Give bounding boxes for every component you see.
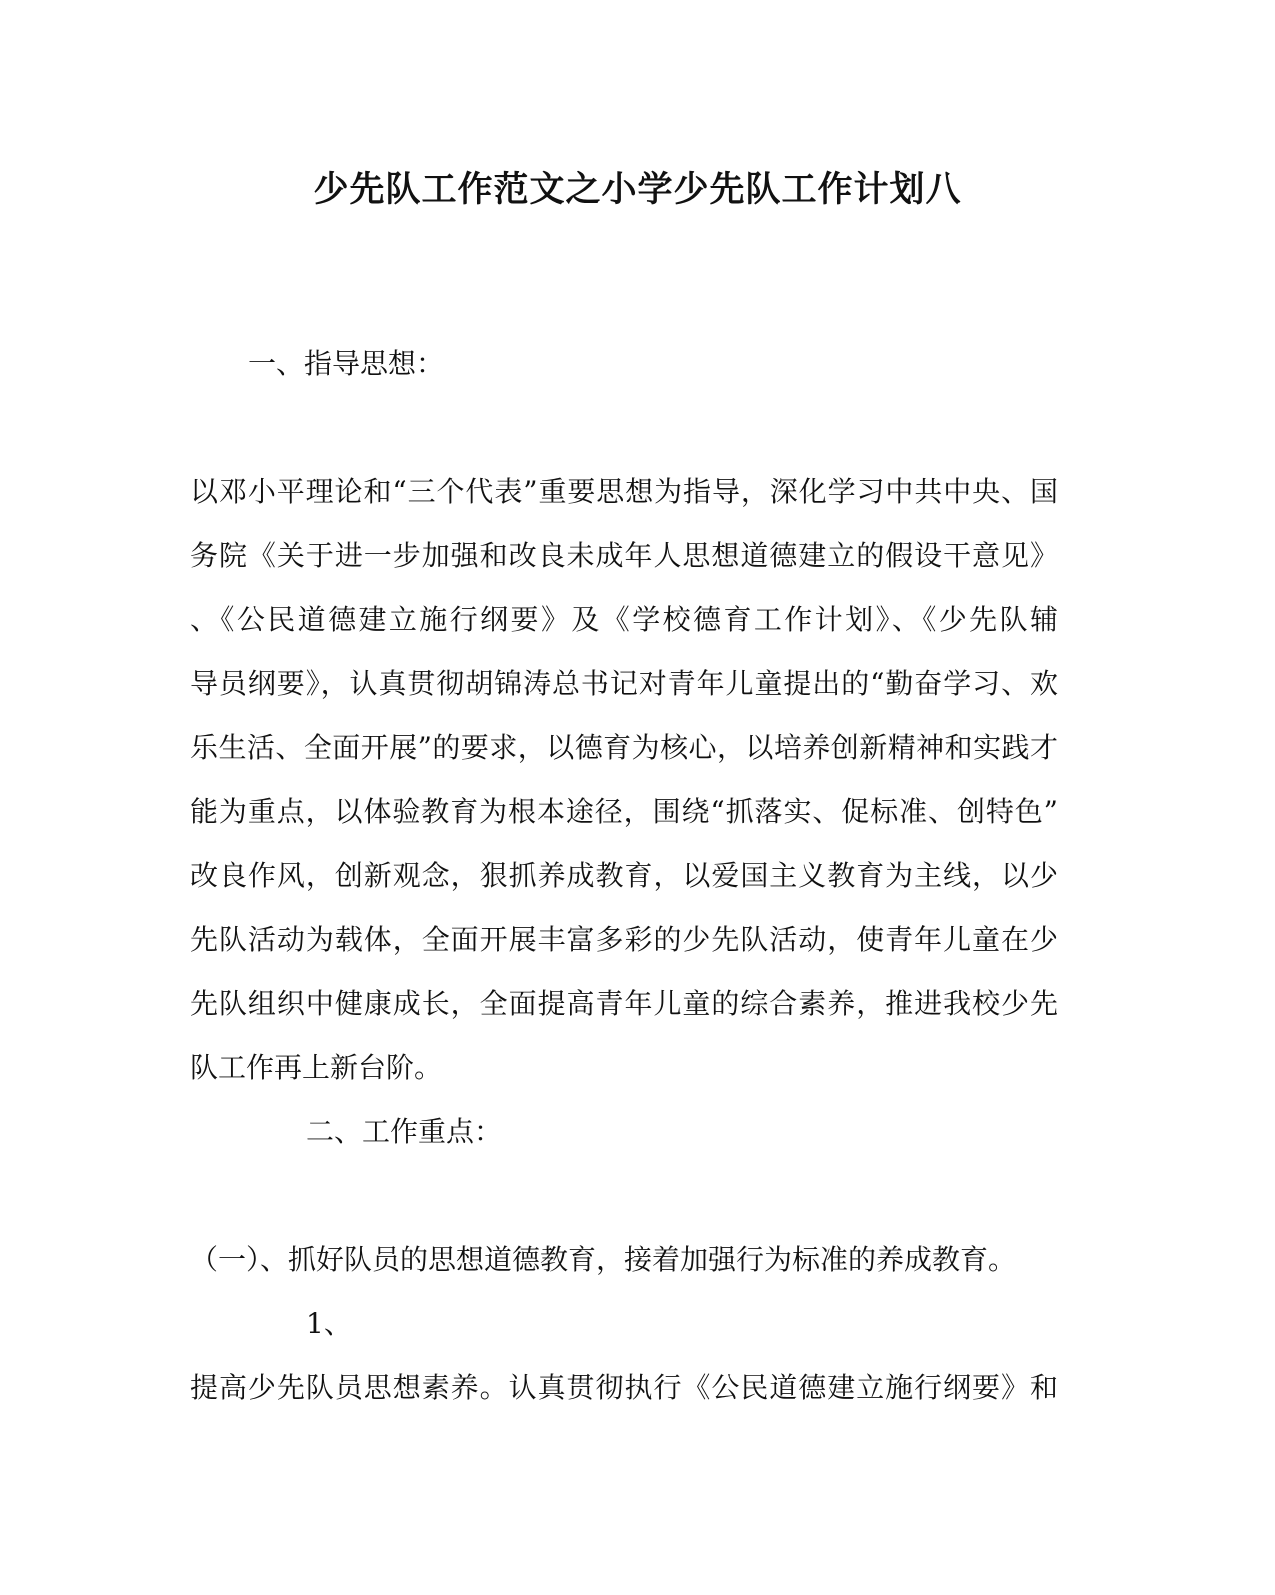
paragraph-line: 队工作再上新台阶。 bbox=[190, 1051, 443, 1084]
paragraph-line: 改良作风，创新观念，狠抓养成教育，以爱国主义教育为主线，以少 bbox=[190, 859, 1058, 892]
list-item-number: 1、 bbox=[306, 1307, 352, 1340]
paragraph-line: 先队组织中健康成长，全面提高青年儿童的综合素养，推进我校少先 bbox=[190, 987, 1058, 1020]
list-item-text: 提高少先队员思想素养。认真贯彻执行《公民道德建立施行纲要》和 bbox=[190, 1371, 1058, 1404]
subsection-heading: （一）、抓好队员的思想道德教育，接着加强行为标准的养成教育。 bbox=[190, 1243, 1017, 1276]
paragraph-line: 务院《关于进一步加强和改良未成年人思想道德建立的假设干意见》 bbox=[190, 539, 1058, 572]
paragraph-line: 导员纲要》，认真贯彻胡锦涛总书记对青年儿童提出的“勤奋学习、欢 bbox=[190, 667, 1058, 700]
paragraph-line: 、《公民道德建立施行纲要》及《学校德育工作计划》、《少先队辅 bbox=[190, 603, 1058, 636]
paragraph-line: 先队活动为载体，全面开展丰富多彩的少先队活动，使青年儿童在少 bbox=[190, 923, 1058, 956]
section-heading-work-focus: 二、工作重点： bbox=[306, 1115, 503, 1148]
section-heading-guiding-thought: 一、指导思想： bbox=[248, 347, 445, 380]
paragraph-line: 能为重点，以体验教育为根本途径，围绕“抓落实、促标准、创特色” bbox=[190, 795, 1058, 828]
document-title: 少先队工作范文之小学少先队工作计划八 bbox=[313, 169, 962, 210]
paragraph-line: 以邓小平理论和“三个代表”重要思想为指导，深化学习中共中央、国 bbox=[190, 475, 1058, 508]
paragraph-line: 乐生活、全面开展”的要求，以德育为核心，以培养创新精神和实践才 bbox=[190, 731, 1058, 764]
